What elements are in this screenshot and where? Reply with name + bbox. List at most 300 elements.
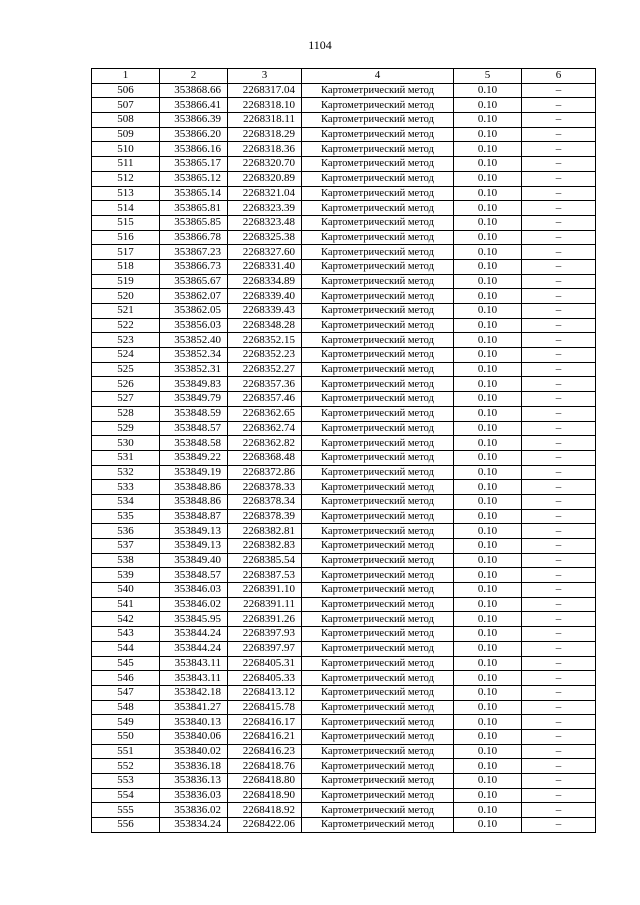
column-header-3: 3 (228, 69, 302, 84)
method-cell: Картометрический метод (302, 127, 454, 142)
x-coordinate-cell: 353865.81 (160, 201, 228, 216)
table-row (92, 612, 596, 627)
method-cell: Картометрический метод (302, 774, 454, 789)
point-number-cell: 511 (92, 157, 160, 172)
note-cell: – (522, 759, 596, 774)
x-coordinate-cell: 353849.22 (160, 450, 228, 465)
point-number-cell: 529 (92, 421, 160, 436)
note-cell: – (522, 274, 596, 289)
page-number: 1104 (308, 38, 332, 52)
point-number-cell: 543 (92, 627, 160, 642)
table-row (92, 377, 596, 392)
method-cell: Картометрический метод (302, 465, 454, 480)
accuracy-cell: 0.10 (454, 157, 522, 172)
y-coordinate-cell: 2268372.86 (228, 465, 302, 480)
accuracy-cell: 0.10 (454, 715, 522, 730)
x-coordinate-cell: 353848.86 (160, 494, 228, 509)
method-cell: Картометрический метод (302, 568, 454, 583)
x-coordinate-cell: 353840.06 (160, 729, 228, 744)
y-coordinate-cell: 2268391.26 (228, 612, 302, 627)
table-row (92, 245, 596, 260)
note-cell: – (522, 392, 596, 407)
method-cell: Картометрический метод (302, 98, 454, 113)
x-coordinate-cell: 353849.40 (160, 553, 228, 568)
method-cell: Картометрический метод (302, 113, 454, 128)
method-cell: Картометрический метод (302, 671, 454, 686)
table-row (92, 113, 596, 128)
accuracy-cell: 0.10 (454, 539, 522, 554)
y-coordinate-cell: 2268413.12 (228, 685, 302, 700)
point-number-cell: 527 (92, 392, 160, 407)
x-coordinate-cell: 353834.24 (160, 818, 228, 833)
table-row (92, 597, 596, 612)
note-cell: – (522, 304, 596, 319)
x-coordinate-cell: 353848.59 (160, 406, 228, 421)
accuracy-cell: 0.10 (454, 656, 522, 671)
x-coordinate-cell: 353841.27 (160, 700, 228, 715)
x-coordinate-cell: 353840.13 (160, 715, 228, 730)
note-cell: – (522, 480, 596, 495)
table-row (92, 171, 596, 186)
note-cell: – (522, 215, 596, 230)
point-number-cell: 521 (92, 304, 160, 319)
method-cell: Картометрический метод (302, 539, 454, 554)
y-coordinate-cell: 2268352.23 (228, 348, 302, 363)
note-cell: – (522, 671, 596, 686)
accuracy-cell: 0.10 (454, 568, 522, 583)
table-row (92, 450, 596, 465)
accuracy-cell: 0.10 (454, 83, 522, 98)
method-cell: Картометрический метод (302, 348, 454, 363)
note-cell: – (522, 333, 596, 348)
x-coordinate-cell: 353848.58 (160, 436, 228, 451)
point-number-cell: 514 (92, 201, 160, 216)
method-cell: Картометрический метод (302, 788, 454, 803)
table-row (92, 465, 596, 480)
point-number-cell: 552 (92, 759, 160, 774)
table-row (92, 406, 596, 421)
y-coordinate-cell: 2268357.46 (228, 392, 302, 407)
x-coordinate-cell: 353866.39 (160, 113, 228, 128)
x-coordinate-cell: 353836.03 (160, 788, 228, 803)
y-coordinate-cell: 2268331.40 (228, 259, 302, 274)
x-coordinate-cell: 353845.95 (160, 612, 228, 627)
note-cell: – (522, 259, 596, 274)
note-cell: – (522, 171, 596, 186)
point-number-cell: 523 (92, 333, 160, 348)
note-cell: – (522, 421, 596, 436)
method-cell: Картометрический метод (302, 318, 454, 333)
table-row (92, 715, 596, 730)
table-body (92, 83, 596, 832)
x-coordinate-cell: 353843.11 (160, 671, 228, 686)
table-row (92, 729, 596, 744)
y-coordinate-cell: 2268416.17 (228, 715, 302, 730)
accuracy-cell: 0.10 (454, 259, 522, 274)
accuracy-cell: 0.10 (454, 818, 522, 833)
table-row (92, 656, 596, 671)
accuracy-cell: 0.10 (454, 377, 522, 392)
point-number-cell: 546 (92, 671, 160, 686)
point-number-cell: 533 (92, 480, 160, 495)
y-coordinate-cell: 2268352.27 (228, 362, 302, 377)
point-number-cell: 535 (92, 509, 160, 524)
point-number-cell: 530 (92, 436, 160, 451)
x-coordinate-cell: 353836.02 (160, 803, 228, 818)
method-cell: Картометрический метод (302, 230, 454, 245)
point-number-cell: 509 (92, 127, 160, 142)
accuracy-cell: 0.10 (454, 230, 522, 245)
x-coordinate-cell: 353849.13 (160, 539, 228, 554)
method-cell: Картометрический метод (302, 333, 454, 348)
note-cell: – (522, 201, 596, 216)
accuracy-cell: 0.10 (454, 171, 522, 186)
accuracy-cell: 0.10 (454, 465, 522, 480)
accuracy-cell: 0.10 (454, 127, 522, 142)
point-number-cell: 542 (92, 612, 160, 627)
note-cell: – (522, 803, 596, 818)
x-coordinate-cell: 353866.41 (160, 98, 228, 113)
x-coordinate-cell: 353848.86 (160, 480, 228, 495)
accuracy-cell: 0.10 (454, 201, 522, 216)
table-row (92, 553, 596, 568)
point-number-cell: 540 (92, 583, 160, 598)
method-cell: Картометрический метод (302, 627, 454, 642)
point-number-cell: 534 (92, 494, 160, 509)
table-row (92, 157, 596, 172)
accuracy-cell: 0.10 (454, 494, 522, 509)
point-number-cell: 536 (92, 524, 160, 539)
accuracy-cell: 0.10 (454, 685, 522, 700)
method-cell: Картометрический метод (302, 245, 454, 260)
x-coordinate-cell: 353865.67 (160, 274, 228, 289)
method-cell: Картометрический метод (302, 729, 454, 744)
point-number-cell: 551 (92, 744, 160, 759)
accuracy-cell: 0.10 (454, 553, 522, 568)
x-coordinate-cell: 353866.20 (160, 127, 228, 142)
method-cell: Картометрический метод (302, 480, 454, 495)
table-row (92, 333, 596, 348)
x-coordinate-cell: 353849.83 (160, 377, 228, 392)
table-row (92, 539, 596, 554)
x-coordinate-cell: 353846.03 (160, 583, 228, 598)
y-coordinate-cell: 2268318.11 (228, 113, 302, 128)
point-number-cell: 510 (92, 142, 160, 157)
x-coordinate-cell: 353856.03 (160, 318, 228, 333)
y-coordinate-cell: 2268416.21 (228, 729, 302, 744)
y-coordinate-cell: 2268382.81 (228, 524, 302, 539)
x-coordinate-cell: 353843.11 (160, 656, 228, 671)
method-cell: Картометрический метод (302, 406, 454, 421)
table-row (92, 215, 596, 230)
y-coordinate-cell: 2268339.43 (228, 304, 302, 319)
table-row (92, 671, 596, 686)
note-cell: – (522, 83, 596, 98)
accuracy-cell: 0.10 (454, 729, 522, 744)
y-coordinate-cell: 2268320.70 (228, 157, 302, 172)
method-cell: Картометрический метод (302, 274, 454, 289)
accuracy-cell: 0.10 (454, 215, 522, 230)
accuracy-cell: 0.10 (454, 788, 522, 803)
accuracy-cell: 0.10 (454, 274, 522, 289)
y-coordinate-cell: 2268325.38 (228, 230, 302, 245)
coordinates-table (91, 68, 596, 833)
x-coordinate-cell: 353865.85 (160, 215, 228, 230)
x-coordinate-cell: 353866.78 (160, 230, 228, 245)
method-cell: Картометрический метод (302, 583, 454, 598)
note-cell: – (522, 627, 596, 642)
note-cell: – (522, 818, 596, 833)
x-coordinate-cell: 353840.02 (160, 744, 228, 759)
note-cell: – (522, 494, 596, 509)
table-row (92, 98, 596, 113)
x-coordinate-cell: 353836.18 (160, 759, 228, 774)
accuracy-cell: 0.10 (454, 406, 522, 421)
x-coordinate-cell: 353865.17 (160, 157, 228, 172)
method-cell: Картометрический метод (302, 509, 454, 524)
method-cell: Картометрический метод (302, 597, 454, 612)
point-number-cell: 516 (92, 230, 160, 245)
point-number-cell: 525 (92, 362, 160, 377)
point-number-cell: 524 (92, 348, 160, 363)
table-row (92, 583, 596, 598)
point-number-cell: 512 (92, 171, 160, 186)
y-coordinate-cell: 2268318.36 (228, 142, 302, 157)
table-row (92, 568, 596, 583)
accuracy-cell: 0.10 (454, 744, 522, 759)
table-row (92, 230, 596, 245)
table-row (92, 127, 596, 142)
x-coordinate-cell: 353842.18 (160, 685, 228, 700)
x-coordinate-cell: 353844.24 (160, 641, 228, 656)
note-cell: – (522, 113, 596, 128)
accuracy-cell: 0.10 (454, 421, 522, 436)
accuracy-cell: 0.10 (454, 289, 522, 304)
x-coordinate-cell: 353862.05 (160, 304, 228, 319)
point-number-cell: 553 (92, 774, 160, 789)
accuracy-cell: 0.10 (454, 98, 522, 113)
method-cell: Картометрический метод (302, 259, 454, 274)
column-header-5: 5 (454, 69, 522, 84)
method-cell: Картометрический метод (302, 715, 454, 730)
y-coordinate-cell: 2268415.78 (228, 700, 302, 715)
point-number-cell: 515 (92, 215, 160, 230)
method-cell: Картометрический метод (302, 656, 454, 671)
y-coordinate-cell: 2268382.83 (228, 539, 302, 554)
x-coordinate-cell: 353848.87 (160, 509, 228, 524)
accuracy-cell: 0.10 (454, 318, 522, 333)
accuracy-cell: 0.10 (454, 583, 522, 598)
y-coordinate-cell: 2268339.40 (228, 289, 302, 304)
table-row (92, 788, 596, 803)
method-cell: Картометрический метод (302, 553, 454, 568)
method-cell: Картометрический метод (302, 142, 454, 157)
y-coordinate-cell: 2268362.82 (228, 436, 302, 451)
y-coordinate-cell: 2268352.15 (228, 333, 302, 348)
note-cell: – (522, 788, 596, 803)
method-cell: Картометрический метод (302, 685, 454, 700)
method-cell: Картометрический метод (302, 392, 454, 407)
accuracy-cell: 0.10 (454, 142, 522, 157)
note-cell: – (522, 641, 596, 656)
y-coordinate-cell: 2268327.60 (228, 245, 302, 260)
accuracy-cell: 0.10 (454, 392, 522, 407)
accuracy-cell: 0.10 (454, 641, 522, 656)
table-row (92, 803, 596, 818)
note-cell: – (522, 715, 596, 730)
y-coordinate-cell: 2268418.80 (228, 774, 302, 789)
table-row (92, 744, 596, 759)
point-number-cell: 522 (92, 318, 160, 333)
point-number-cell: 544 (92, 641, 160, 656)
y-coordinate-cell: 2268348.28 (228, 318, 302, 333)
accuracy-cell: 0.10 (454, 480, 522, 495)
table-row (92, 392, 596, 407)
point-number-cell: 545 (92, 656, 160, 671)
y-coordinate-cell: 2268418.92 (228, 803, 302, 818)
note-cell: – (522, 465, 596, 480)
table-header-row (92, 69, 596, 84)
accuracy-cell: 0.10 (454, 509, 522, 524)
method-cell: Картометрический метод (302, 201, 454, 216)
y-coordinate-cell: 2268357.36 (228, 377, 302, 392)
point-number-cell: 550 (92, 729, 160, 744)
table-row (92, 259, 596, 274)
note-cell: – (522, 436, 596, 451)
point-number-cell: 526 (92, 377, 160, 392)
table-row (92, 759, 596, 774)
method-cell: Картометрический метод (302, 304, 454, 319)
note-cell: – (522, 450, 596, 465)
point-number-cell: 537 (92, 539, 160, 554)
x-coordinate-cell: 353868.66 (160, 83, 228, 98)
method-cell: Картометрический метод (302, 377, 454, 392)
table-row (92, 318, 596, 333)
y-coordinate-cell: 2268405.33 (228, 671, 302, 686)
x-coordinate-cell: 353849.79 (160, 392, 228, 407)
method-cell: Картометрический метод (302, 362, 454, 377)
note-cell: – (522, 377, 596, 392)
table-row (92, 494, 596, 509)
method-cell: Картометрический метод (302, 83, 454, 98)
accuracy-cell: 0.10 (454, 597, 522, 612)
accuracy-cell: 0.10 (454, 362, 522, 377)
y-coordinate-cell: 2268387.53 (228, 568, 302, 583)
accuracy-cell: 0.10 (454, 627, 522, 642)
y-coordinate-cell: 2268368.48 (228, 450, 302, 465)
table-row (92, 436, 596, 451)
y-coordinate-cell: 2268397.97 (228, 641, 302, 656)
x-coordinate-cell: 353848.57 (160, 568, 228, 583)
x-coordinate-cell: 353852.31 (160, 362, 228, 377)
y-coordinate-cell: 2268416.23 (228, 744, 302, 759)
table-row (92, 201, 596, 216)
table-row (92, 818, 596, 833)
table-row (92, 774, 596, 789)
point-number-cell: 556 (92, 818, 160, 833)
note-cell: – (522, 245, 596, 260)
table-row (92, 700, 596, 715)
note-cell: – (522, 157, 596, 172)
table-row (92, 685, 596, 700)
accuracy-cell: 0.10 (454, 700, 522, 715)
method-cell: Картометрический метод (302, 215, 454, 230)
table-row (92, 304, 596, 319)
note-cell: – (522, 700, 596, 715)
accuracy-cell: 0.10 (454, 333, 522, 348)
x-coordinate-cell: 353852.40 (160, 333, 228, 348)
point-number-cell: 549 (92, 715, 160, 730)
point-number-cell: 538 (92, 553, 160, 568)
table-row (92, 362, 596, 377)
method-cell: Картометрический метод (302, 494, 454, 509)
y-coordinate-cell: 2268323.48 (228, 215, 302, 230)
note-cell: – (522, 318, 596, 333)
point-number-cell: 541 (92, 597, 160, 612)
note-cell: – (522, 539, 596, 554)
note-cell: – (522, 362, 596, 377)
x-coordinate-cell: 353836.13 (160, 774, 228, 789)
y-coordinate-cell: 2268317.04 (228, 83, 302, 98)
note-cell: – (522, 127, 596, 142)
point-number-cell: 548 (92, 700, 160, 715)
y-coordinate-cell: 2268378.33 (228, 480, 302, 495)
point-number-cell: 520 (92, 289, 160, 304)
method-cell: Картометрический метод (302, 450, 454, 465)
method-cell: Картометрический метод (302, 641, 454, 656)
method-cell: Картометрический метод (302, 436, 454, 451)
note-cell: – (522, 98, 596, 113)
table-row (92, 274, 596, 289)
x-coordinate-cell: 353862.07 (160, 289, 228, 304)
x-coordinate-cell: 353844.24 (160, 627, 228, 642)
x-coordinate-cell: 353865.12 (160, 171, 228, 186)
point-number-cell: 539 (92, 568, 160, 583)
note-cell: – (522, 729, 596, 744)
method-cell: Картометрический метод (302, 157, 454, 172)
table-row (92, 289, 596, 304)
accuracy-cell: 0.10 (454, 113, 522, 128)
table-row (92, 627, 596, 642)
table-row (92, 421, 596, 436)
y-coordinate-cell: 2268418.90 (228, 788, 302, 803)
x-coordinate-cell: 353849.13 (160, 524, 228, 539)
note-cell: – (522, 583, 596, 598)
table-row (92, 509, 596, 524)
note-cell: – (522, 289, 596, 304)
column-header-6: 6 (522, 69, 596, 84)
point-number-cell: 507 (92, 98, 160, 113)
y-coordinate-cell: 2268405.31 (228, 656, 302, 671)
method-cell: Картометрический метод (302, 289, 454, 304)
y-coordinate-cell: 2268418.76 (228, 759, 302, 774)
accuracy-cell: 0.10 (454, 450, 522, 465)
note-cell: – (522, 348, 596, 363)
y-coordinate-cell: 2268378.34 (228, 494, 302, 509)
accuracy-cell: 0.10 (454, 304, 522, 319)
point-number-cell: 555 (92, 803, 160, 818)
point-number-cell: 506 (92, 83, 160, 98)
x-coordinate-cell: 353865.14 (160, 186, 228, 201)
y-coordinate-cell: 2268320.89 (228, 171, 302, 186)
y-coordinate-cell: 2268334.89 (228, 274, 302, 289)
method-cell: Картометрический метод (302, 421, 454, 436)
point-number-cell: 518 (92, 259, 160, 274)
y-coordinate-cell: 2268397.93 (228, 627, 302, 642)
note-cell: – (522, 186, 596, 201)
table-row (92, 83, 596, 98)
accuracy-cell: 0.10 (454, 612, 522, 627)
